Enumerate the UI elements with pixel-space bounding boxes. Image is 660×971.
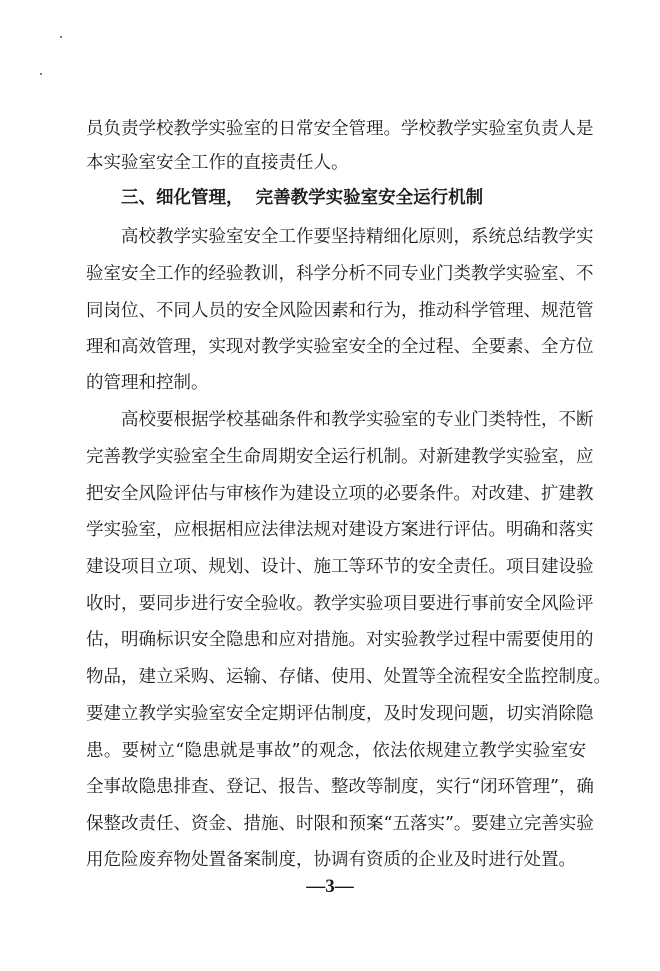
text-line: 患。要树立“隐患就是事故”的观念，依法依规建立教学实验室安	[86, 741, 586, 761]
text-line: 把安全风险评估与审核作为建设立项的必要条件。对改建、扩建教	[86, 484, 594, 504]
text-line: 估，明确标识安全隐患和应对措施。对实验教学过程中需要使用的	[86, 630, 594, 650]
scan-speck	[40, 73, 42, 75]
text-line: 本实验室安全工作的直接责任人。	[86, 153, 349, 173]
text-line: 同岗位、不同人员的安全风险因素和行为，推动科学管理、规范管	[86, 301, 594, 321]
text-line: 建设项目立项、规划、设计、施工等环节的安全责任。项目建设验	[86, 557, 594, 577]
text-line: 学实验室，应根据相应法律法规对建设方案进行评估。明确和落实	[86, 520, 594, 540]
text-line: 完善教学实验室全生命周期安全运行机制。对新建教学实验室，应	[86, 447, 594, 467]
text-line: 全事故隐患排查、登记、报告、整改等制度，实行“闭环管理”，确	[86, 777, 594, 797]
page-number: —3—	[306, 876, 354, 897]
text-line: 高校教学实验室安全工作要坚持精细化原则，系统总结教学实	[121, 227, 594, 247]
text-line: 员负责学校教学实验室的日常安全管理。学校教学实验室负责人是	[86, 119, 594, 139]
text-line: 用危险废弃物处置备案制度，协调有资质的企业及时进行处置。	[86, 850, 576, 870]
text-line: 物品，建立采购、运输、存储、使用、处置等全流程安全监控制度。	[86, 667, 611, 687]
section-heading: 三、细化管理， 完善教学实验室安全运行机制	[121, 188, 484, 208]
text-line: 的管理和控制。	[86, 373, 209, 393]
text-line: 高校要根据学校基础条件和教学实验室的专业门类特性，不断	[121, 410, 594, 430]
text-line: 收时，要同步进行安全验收。教学实验项目要进行事前安全风险评	[86, 594, 594, 614]
text-line: 要建立教学实验室安全定期评估制度，及时发现问题，切实消除隐	[86, 704, 594, 724]
text-line: 保整改责任、资金、措施、时限和预案“五落实”。要建立完善实验	[86, 814, 594, 834]
text-line: 验室安全工作的经验教训，科学分析不同专业门类教学实验室、不	[86, 264, 594, 284]
text-line: 理和高效管理，实现对教学实验室安全的全过程、全要素、全方位	[86, 337, 594, 357]
scan-speck	[60, 36, 62, 38]
